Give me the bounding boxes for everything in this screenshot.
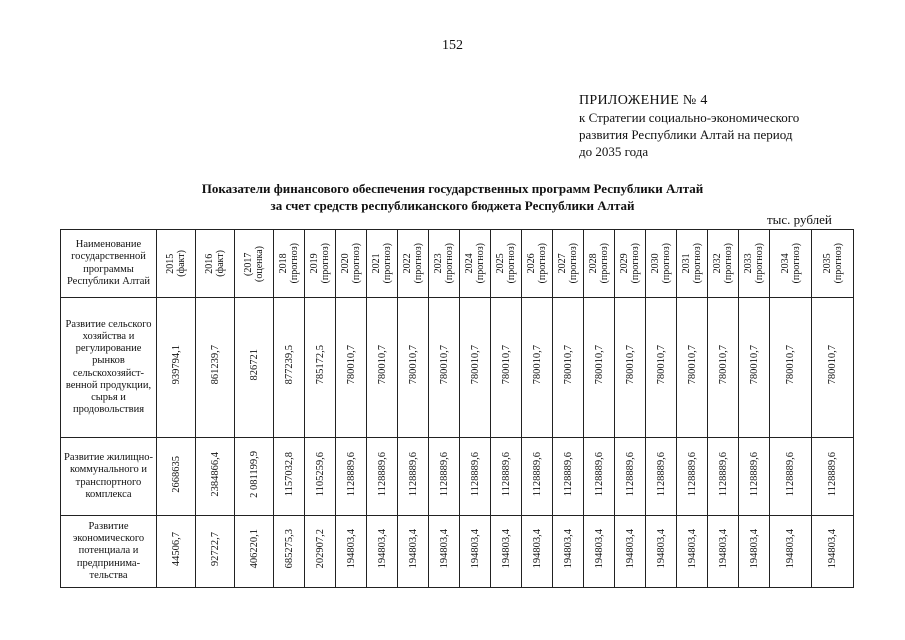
value-text: 1128889,6 bbox=[500, 451, 512, 497]
value-text: 785172,5 bbox=[314, 345, 326, 385]
value-text: 877239,5 bbox=[283, 345, 295, 385]
value-text: 780010,7 bbox=[345, 345, 357, 385]
value-cell bbox=[367, 298, 398, 438]
year-label: 2025 bbox=[495, 253, 506, 274]
value-text: 2 081199,9 bbox=[248, 450, 260, 498]
value-cell bbox=[429, 516, 460, 588]
year-header bbox=[739, 230, 770, 298]
value-text: 1128889,6 bbox=[469, 451, 481, 497]
value-text: 202907,2 bbox=[314, 529, 326, 569]
value-text: 780010,7 bbox=[407, 345, 419, 385]
value-text: 194803,4 bbox=[469, 529, 481, 569]
year-label: 2021 bbox=[371, 253, 382, 274]
year-header bbox=[584, 230, 615, 298]
year-header bbox=[553, 230, 584, 298]
value-text: 826721 bbox=[248, 349, 260, 381]
value-text: 194803,4 bbox=[407, 529, 419, 569]
value-cell bbox=[235, 438, 274, 516]
value-text: 1128889,6 bbox=[717, 451, 729, 497]
value-text: 194803,4 bbox=[376, 529, 388, 569]
value-text: 780010,7 bbox=[624, 345, 636, 385]
value-text: 194803,4 bbox=[655, 529, 667, 569]
value-cell bbox=[336, 438, 367, 516]
year-header bbox=[770, 230, 812, 298]
year-label: 2028 bbox=[588, 253, 599, 274]
value-cell bbox=[646, 298, 677, 438]
value-cell bbox=[615, 438, 646, 516]
year-note: (прогноз) bbox=[599, 243, 610, 284]
value-cell bbox=[522, 516, 553, 588]
value-text: 1128889,6 bbox=[407, 451, 419, 497]
value-cell bbox=[157, 298, 196, 438]
value-cell bbox=[708, 438, 739, 516]
value-cell bbox=[460, 298, 491, 438]
value-cell bbox=[196, 516, 235, 588]
value-cell bbox=[553, 298, 584, 438]
value-cell bbox=[584, 438, 615, 516]
value-text: 194803,4 bbox=[785, 529, 796, 569]
appendix-line: до 2035 года bbox=[579, 144, 649, 159]
value-text: 1128889,6 bbox=[748, 451, 760, 497]
value-cell bbox=[812, 516, 854, 588]
value-text: 780010,7 bbox=[717, 345, 729, 385]
year-label: 2033 bbox=[743, 253, 754, 274]
year-label: 2032 bbox=[712, 253, 723, 274]
value-text: 780010,7 bbox=[593, 345, 605, 385]
year-header bbox=[367, 230, 398, 298]
value-cell bbox=[553, 516, 584, 588]
value-cell bbox=[708, 298, 739, 438]
program-name: Развитие жилищно-коммунального и транспортного комплекса bbox=[61, 438, 157, 516]
year-note: (прогноз) bbox=[723, 243, 734, 284]
value-text: 406220,1 bbox=[248, 529, 260, 569]
year-note: (прогноз) bbox=[790, 243, 802, 284]
value-text: 780010,7 bbox=[748, 345, 760, 385]
value-text: 2668635 bbox=[170, 455, 182, 493]
value-cell bbox=[305, 298, 336, 438]
value-text: 780010,7 bbox=[686, 345, 698, 385]
value-cell bbox=[196, 298, 235, 438]
year-label: 2023 bbox=[433, 253, 444, 274]
year-label: 2034 bbox=[779, 253, 791, 274]
table-row bbox=[61, 516, 854, 588]
value-text: 1128889,6 bbox=[438, 451, 450, 497]
value-text: 1128889,6 bbox=[655, 451, 667, 497]
document-title bbox=[0, 180, 905, 214]
value-cell bbox=[677, 516, 708, 588]
value-cell bbox=[460, 438, 491, 516]
value-text: 194803,4 bbox=[717, 529, 729, 569]
value-text: 194803,4 bbox=[593, 529, 605, 569]
value-cell bbox=[646, 516, 677, 588]
value-text: 1128889,6 bbox=[345, 451, 357, 497]
year-header bbox=[196, 230, 235, 298]
value-text: 92722,7 bbox=[209, 531, 221, 567]
year-note: (прогноз) bbox=[444, 243, 455, 284]
year-label: 2016 bbox=[204, 253, 215, 274]
value-text: 780010,7 bbox=[376, 345, 388, 385]
value-text: 194803,4 bbox=[686, 529, 698, 569]
value-text: 685275,3 bbox=[283, 529, 295, 569]
year-note: (прогноз) bbox=[382, 243, 393, 284]
value-text: 780010,7 bbox=[827, 345, 838, 385]
title-line-1: Показатели финансового обеспечения государственных программ Республики Алтай bbox=[201, 181, 704, 196]
value-cell bbox=[491, 438, 522, 516]
year-header bbox=[708, 230, 739, 298]
value-text: 939794,1 bbox=[170, 345, 182, 385]
value-cell bbox=[398, 298, 429, 438]
value-cell bbox=[491, 298, 522, 438]
year-header bbox=[429, 230, 460, 298]
value-cell bbox=[157, 516, 196, 588]
value-cell bbox=[305, 438, 336, 516]
year-label: (2017 bbox=[243, 251, 254, 276]
year-label: 2020 bbox=[340, 253, 351, 274]
year-label: 2022 bbox=[402, 253, 413, 274]
year-header bbox=[491, 230, 522, 298]
value-cell bbox=[584, 298, 615, 438]
value-cell bbox=[615, 516, 646, 588]
year-label: 2019 bbox=[309, 253, 320, 274]
year-header bbox=[812, 230, 854, 298]
year-header bbox=[522, 230, 553, 298]
value-cell bbox=[739, 298, 770, 438]
value-cell bbox=[336, 516, 367, 588]
year-header bbox=[460, 230, 491, 298]
value-cell bbox=[677, 298, 708, 438]
value-cell bbox=[522, 298, 553, 438]
value-text: 44506,7 bbox=[170, 531, 182, 567]
value-cell bbox=[708, 516, 739, 588]
value-cell bbox=[367, 438, 398, 516]
value-cell bbox=[398, 516, 429, 588]
year-header bbox=[615, 230, 646, 298]
page-number: 152 bbox=[442, 38, 463, 53]
value-cell bbox=[770, 438, 812, 516]
value-text: 780010,7 bbox=[531, 345, 543, 385]
value-cell bbox=[491, 516, 522, 588]
value-cell bbox=[157, 438, 196, 516]
year-note: (прогноз) bbox=[754, 243, 765, 284]
appendix-heading: ПРИЛОЖЕНИЕ № 4 bbox=[579, 93, 708, 108]
year-note: (прогноз) bbox=[320, 243, 331, 284]
year-note: (прогноз) bbox=[832, 243, 844, 284]
value-text: 194803,4 bbox=[438, 529, 450, 569]
value-text: 780010,7 bbox=[469, 345, 481, 385]
year-header bbox=[235, 230, 274, 298]
value-cell bbox=[522, 438, 553, 516]
value-cell bbox=[196, 438, 235, 516]
value-cell bbox=[770, 298, 812, 438]
value-text: 780010,7 bbox=[438, 345, 450, 385]
program-name: Развитие сельского хозяйства и регулирование рынков сельскохозяйст-венной продукции, сырья и продовольствия bbox=[61, 298, 157, 438]
header-row bbox=[61, 230, 854, 298]
year-label: 2031 bbox=[681, 253, 692, 274]
value-cell bbox=[770, 516, 812, 588]
value-text: 1128889,6 bbox=[593, 451, 605, 497]
value-cell bbox=[429, 438, 460, 516]
year-note: (прогноз) bbox=[568, 243, 579, 284]
value-text: 1128889,6 bbox=[376, 451, 388, 497]
value-cell bbox=[235, 516, 274, 588]
value-cell bbox=[812, 298, 854, 438]
value-text: 1105259,6 bbox=[314, 451, 326, 497]
value-text: 1128889,6 bbox=[624, 451, 636, 497]
year-note: (прогноз) bbox=[475, 243, 486, 284]
unit-label: тыс. рублей bbox=[767, 212, 832, 227]
value-text: 2384866,4 bbox=[209, 451, 221, 497]
year-label: 2035 bbox=[821, 253, 833, 274]
year-label: 2027 bbox=[557, 253, 568, 274]
year-header bbox=[646, 230, 677, 298]
year-label: 2024 bbox=[464, 253, 475, 274]
year-header bbox=[305, 230, 336, 298]
year-label: 2015 bbox=[165, 253, 176, 274]
value-text: 861239,7 bbox=[209, 345, 221, 385]
year-header bbox=[398, 230, 429, 298]
appendix-line: к Стратегии социально-экономического bbox=[579, 110, 800, 125]
value-text: 194803,4 bbox=[345, 529, 357, 569]
program-name: Развитие экономического потенциала и предпринима-тельства bbox=[61, 516, 157, 588]
value-text: 194803,4 bbox=[531, 529, 543, 569]
year-note: (прогноз) bbox=[351, 243, 362, 284]
value-text: 1128889,6 bbox=[686, 451, 698, 497]
year-note: (прогноз) bbox=[537, 243, 548, 284]
value-cell bbox=[615, 298, 646, 438]
value-text: 194803,4 bbox=[624, 529, 636, 569]
appendix-line: развития Республики Алтай на период bbox=[579, 127, 793, 142]
value-cell bbox=[305, 516, 336, 588]
value-text: 780010,7 bbox=[785, 345, 796, 385]
year-note: (прогноз) bbox=[506, 243, 517, 284]
value-text: 194803,4 bbox=[748, 529, 760, 569]
value-cell bbox=[646, 438, 677, 516]
value-cell bbox=[739, 516, 770, 588]
value-cell bbox=[235, 298, 274, 438]
year-label: 2018 bbox=[278, 253, 289, 274]
year-note: (прогноз) bbox=[692, 243, 703, 284]
value-cell bbox=[812, 438, 854, 516]
year-header bbox=[677, 230, 708, 298]
value-cell bbox=[274, 298, 305, 438]
value-cell bbox=[336, 298, 367, 438]
year-header bbox=[274, 230, 305, 298]
value-text: 1128889,6 bbox=[827, 451, 838, 497]
year-note: (оценка) bbox=[254, 245, 265, 282]
value-text: 1128889,6 bbox=[785, 451, 796, 497]
value-cell bbox=[429, 298, 460, 438]
year-note: (факт) bbox=[215, 250, 226, 277]
value-text: 780010,7 bbox=[562, 345, 574, 385]
value-cell bbox=[367, 516, 398, 588]
title-line-2: за счет средств республиканского бюджета Республики Алтай bbox=[270, 198, 635, 213]
year-header bbox=[336, 230, 367, 298]
value-cell bbox=[739, 438, 770, 516]
value-text: 194803,4 bbox=[562, 529, 574, 569]
value-cell bbox=[398, 438, 429, 516]
value-cell bbox=[677, 438, 708, 516]
value-text: 194803,4 bbox=[827, 529, 838, 569]
program-name-header: Наименование государственной программы Республики Алтай bbox=[61, 230, 157, 298]
financing-table bbox=[60, 229, 854, 588]
value-text: 1128889,6 bbox=[562, 451, 574, 497]
appendix-block bbox=[579, 92, 799, 160]
year-label: 2030 bbox=[650, 253, 661, 274]
value-cell bbox=[584, 516, 615, 588]
year-note: (прогноз) bbox=[630, 243, 641, 284]
year-header bbox=[157, 230, 196, 298]
year-label: 2029 bbox=[619, 253, 630, 274]
value-cell bbox=[274, 438, 305, 516]
value-text: 194803,4 bbox=[500, 529, 512, 569]
value-text: 1128889,6 bbox=[531, 451, 543, 497]
value-cell bbox=[460, 516, 491, 588]
year-note: (прогноз) bbox=[289, 243, 300, 284]
table-row bbox=[61, 298, 854, 438]
value-cell bbox=[553, 438, 584, 516]
value-cell bbox=[274, 516, 305, 588]
year-note: (факт) bbox=[176, 250, 187, 277]
year-label: 2026 bbox=[526, 253, 537, 274]
value-text: 780010,7 bbox=[655, 345, 667, 385]
year-note: (прогноз) bbox=[413, 243, 424, 284]
table-row bbox=[61, 438, 854, 516]
year-note: (прогноз) bbox=[661, 243, 672, 284]
value-text: 1157032,8 bbox=[283, 451, 295, 497]
value-text: 780010,7 bbox=[500, 345, 512, 385]
